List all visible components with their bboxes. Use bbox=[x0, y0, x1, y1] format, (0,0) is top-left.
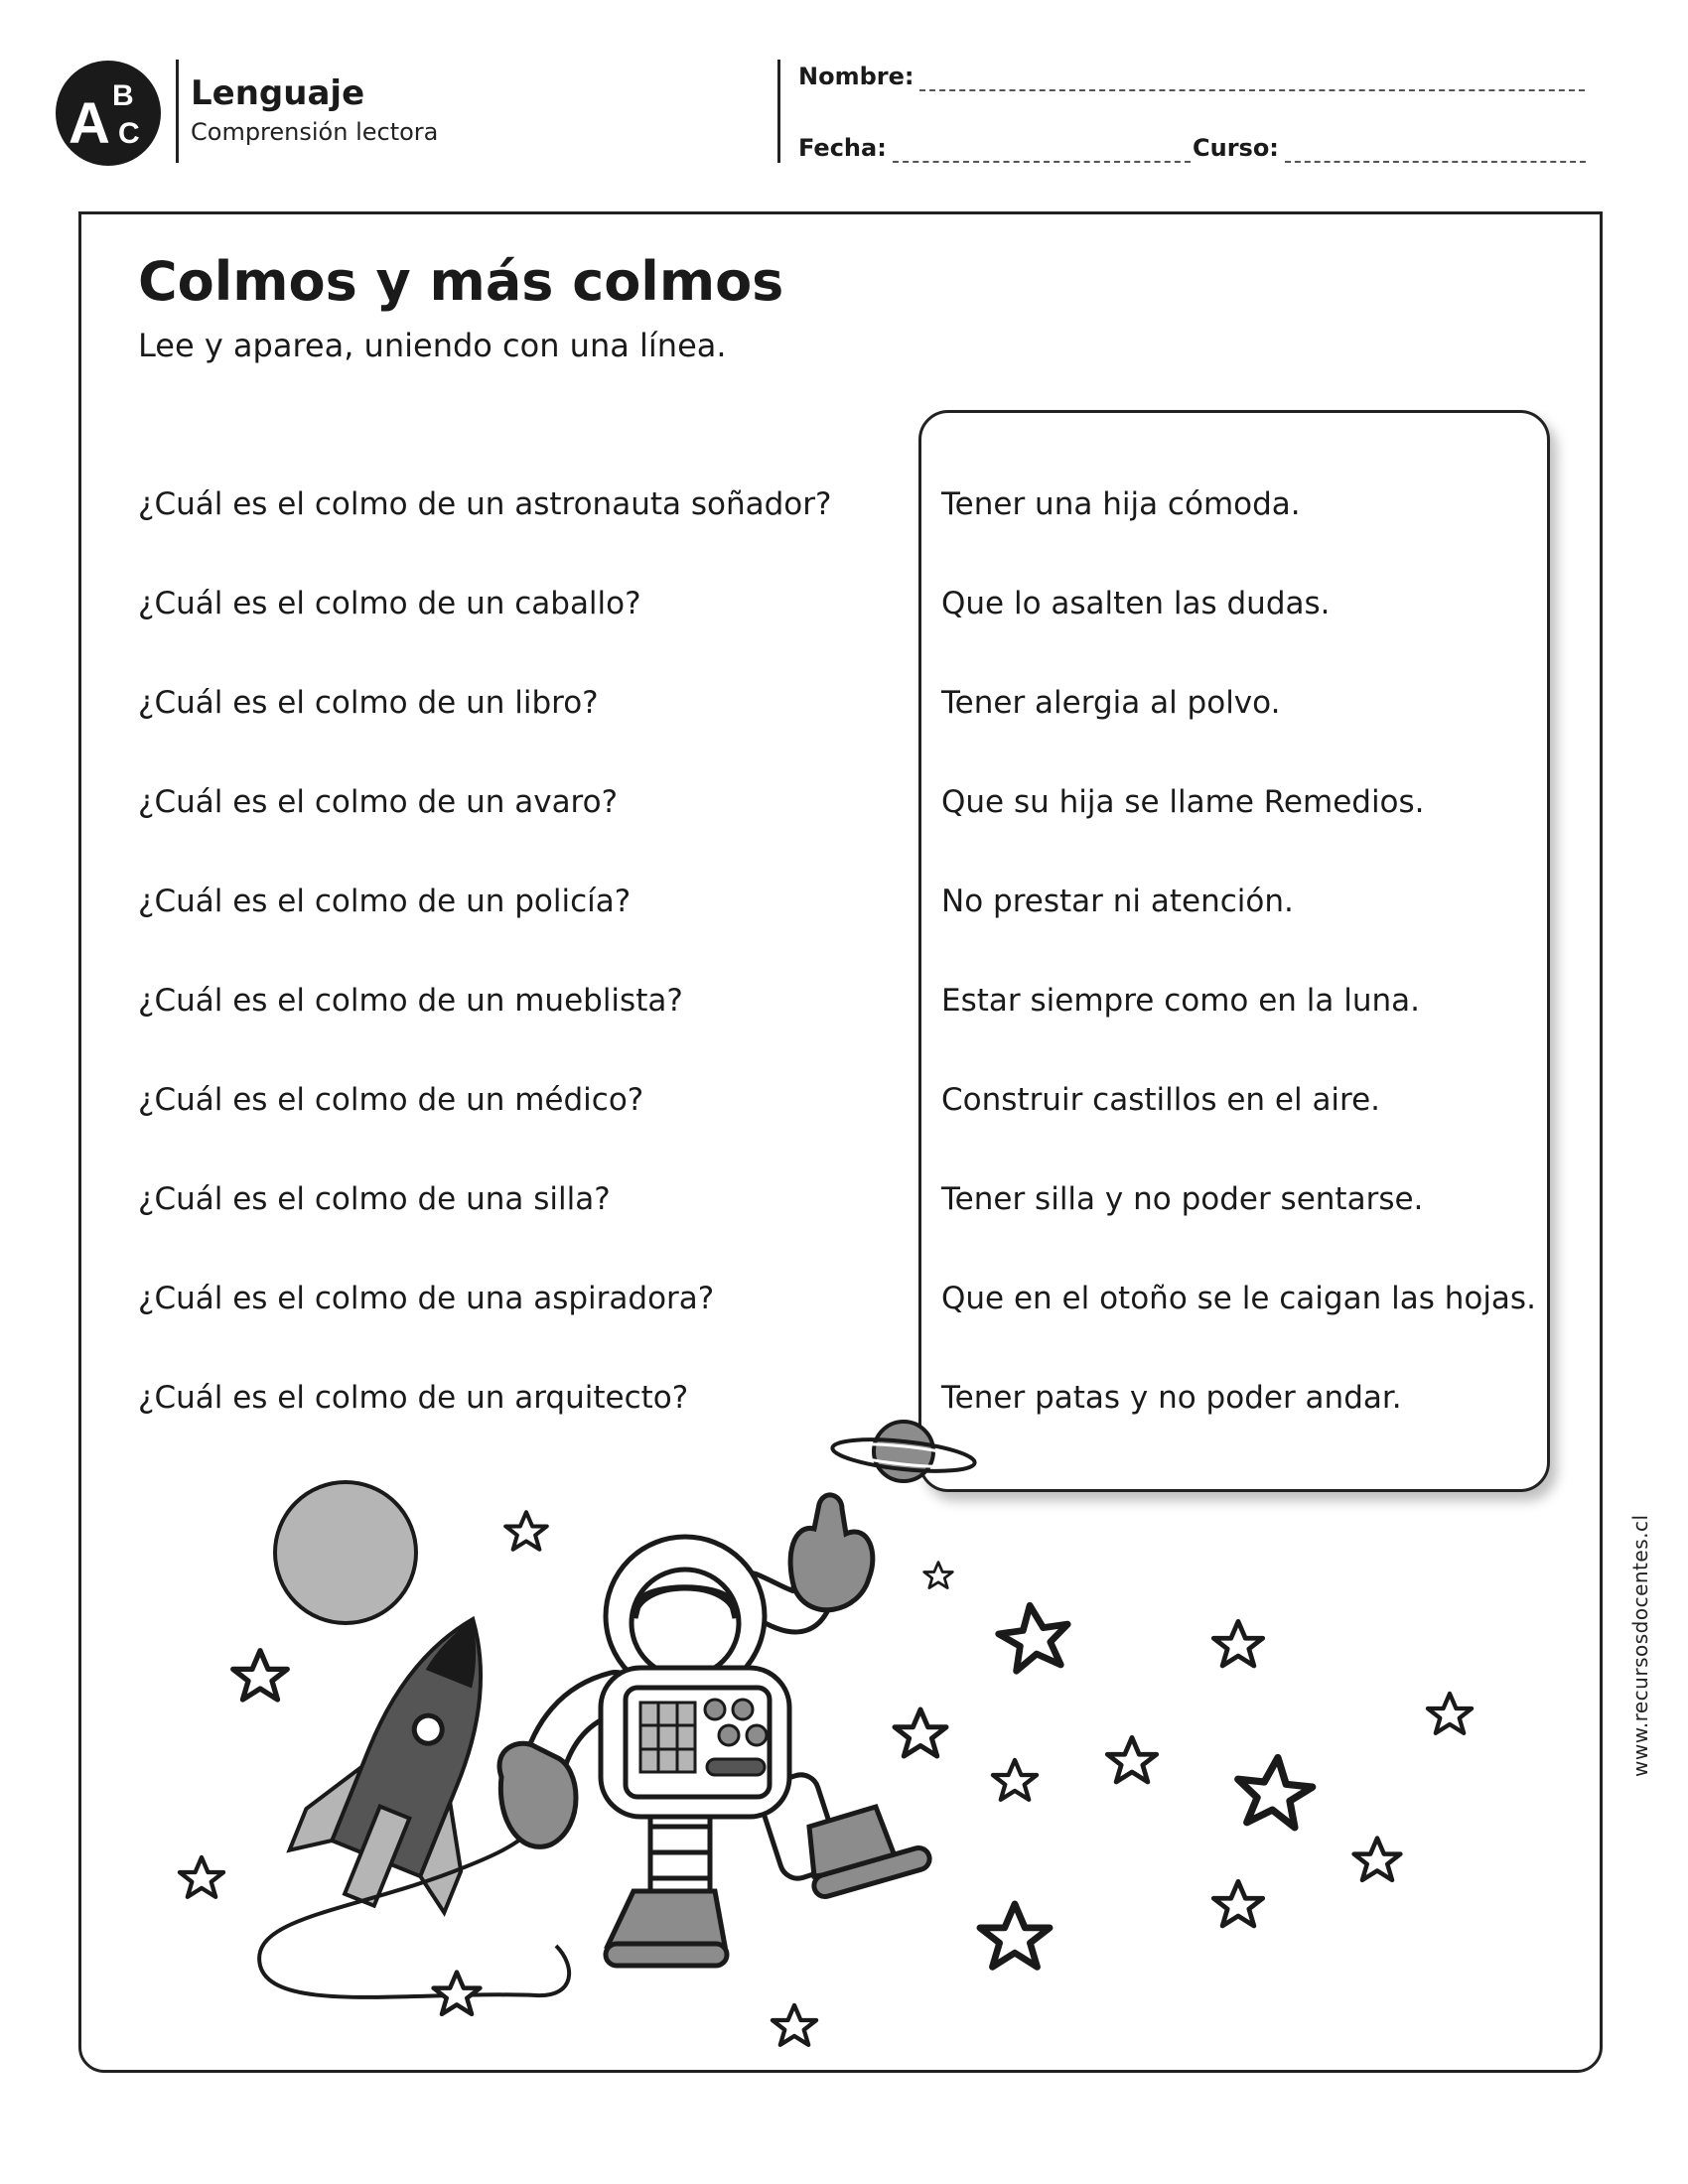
logo-letter-a: A bbox=[69, 91, 110, 156]
star-icon bbox=[924, 1563, 953, 1588]
answer-item: Que lo asalten las dudas. bbox=[941, 586, 1331, 621]
answer-item: Que su hija se llame Remedios. bbox=[941, 784, 1425, 820]
question-item: ¿Cuál es el colmo de un policía? bbox=[138, 884, 632, 919]
logo-letter-c: C bbox=[118, 117, 140, 150]
curso-label: Curso: bbox=[1193, 134, 1279, 162]
star-icon bbox=[1107, 1737, 1156, 1782]
star-icon bbox=[1354, 1839, 1401, 1880]
answer-item: Que en el otoño se le caigan las hojas. bbox=[941, 1281, 1536, 1316]
star-icon bbox=[1213, 1621, 1262, 1666]
star-icon bbox=[995, 1600, 1072, 1673]
star-icon bbox=[505, 1512, 547, 1550]
question-item: ¿Cuál es el colmo de un libro? bbox=[138, 685, 599, 721]
moon-icon bbox=[275, 1482, 416, 1623]
page-title: Colmos y más colmos bbox=[138, 250, 784, 313]
subject-title: Lenguaje bbox=[191, 73, 365, 113]
star-icon bbox=[773, 2005, 816, 2045]
answer-item: Construir castillos en el aire. bbox=[941, 1082, 1381, 1118]
instruction-text: Lee y aparea, uniendo con una línea. bbox=[138, 327, 727, 364]
logo-letter-b: B bbox=[112, 79, 134, 112]
star-icon bbox=[980, 1904, 1050, 1967]
answer-item: Tener patas y no poder andar. bbox=[941, 1380, 1402, 1416]
question-item: ¿Cuál es el colmo de un astronauta soñador? bbox=[138, 486, 832, 522]
star-icon bbox=[180, 1857, 223, 1897]
question-item: ¿Cuál es el colmo de un arquitecto? bbox=[138, 1380, 689, 1416]
question-item: ¿Cuál es el colmo de un médico? bbox=[138, 1082, 644, 1118]
answer-item: Estar siempre como en la luna. bbox=[941, 983, 1421, 1019]
planet-icon bbox=[831, 1422, 976, 1481]
star-icon bbox=[434, 1973, 481, 2014]
answer-item: No prestar ni atención. bbox=[941, 884, 1294, 919]
star-icon bbox=[895, 1709, 946, 1756]
answer-item: Tener silla y no poder sentarse. bbox=[941, 1181, 1424, 1217]
answer-item: Tener una hija cómoda. bbox=[941, 486, 1301, 522]
question-item: ¿Cuál es el colmo de una aspiradora? bbox=[138, 1281, 715, 1316]
question-item: ¿Cuál es el colmo de un avaro? bbox=[138, 784, 619, 820]
answer-item: Tener alergia al polvo. bbox=[941, 685, 1281, 721]
question-item: ¿Cuál es el colmo de un caballo? bbox=[138, 586, 641, 621]
question-item: ¿Cuál es el colmo de un mueblista? bbox=[138, 983, 683, 1019]
star-icon bbox=[233, 1651, 288, 1700]
star-icon bbox=[993, 1760, 1037, 1800]
subject-subtitle: Comprensión lectora bbox=[191, 118, 439, 146]
star-icon bbox=[1428, 1694, 1472, 1733]
star-icon bbox=[1213, 1881, 1262, 1926]
nombre-label: Nombre: bbox=[798, 63, 914, 90]
star-icon bbox=[1233, 1754, 1315, 1830]
question-item: ¿Cuál es el colmo de una silla? bbox=[138, 1181, 611, 1217]
fecha-label: Fecha: bbox=[798, 134, 887, 162]
astronaut-icon bbox=[499, 1495, 932, 1966]
source-url: www.recursosdocentes.cl bbox=[1628, 1514, 1652, 1777]
